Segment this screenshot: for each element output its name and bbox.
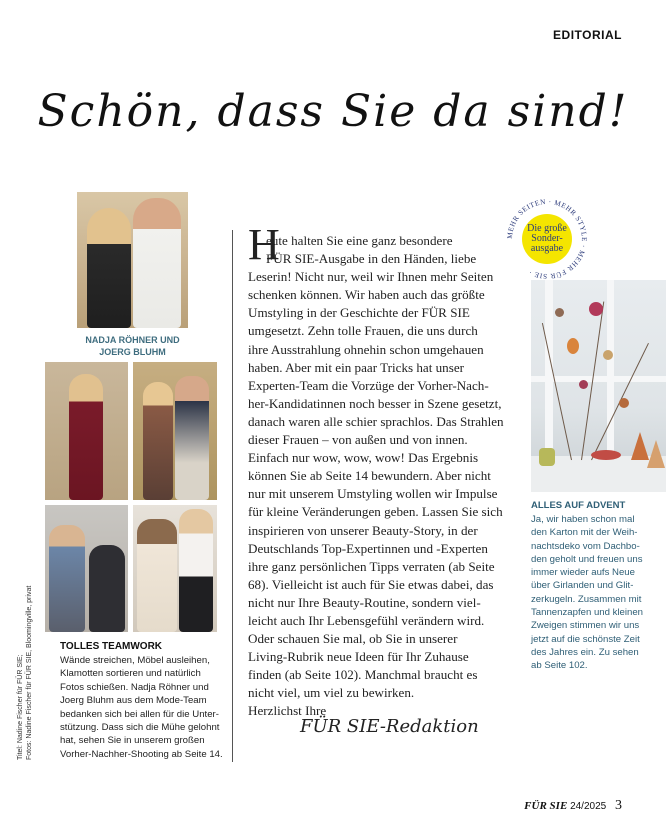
credit-line: Titel: Nadine Fischer für FÜR SIE; bbox=[17, 654, 24, 760]
photo-caption-line: NADJA RÖHNER UND bbox=[85, 335, 180, 345]
body-line: eute halten Sie eine ganz besondere bbox=[266, 233, 453, 248]
body-line: Umstyling in der Geschichte der FÜR SIE bbox=[248, 305, 470, 321]
teamwork-text bbox=[60, 654, 230, 761]
person-figure bbox=[179, 509, 213, 632]
body-line: umgesetzt. Zehn tolle Frauen, die uns durch bbox=[248, 323, 478, 339]
photo-team-3 bbox=[45, 505, 128, 632]
wooden-tree bbox=[647, 440, 665, 468]
body-line: nicht nur Ihre Beauty-Routine, sondern viel- bbox=[248, 594, 481, 610]
page-number: 3 bbox=[615, 798, 622, 813]
page-headline: Schön, dass Sie da sind! bbox=[37, 86, 629, 137]
teamwork-line: Wände streichen, Möbel ausleihen, bbox=[60, 655, 210, 666]
footer-brand: FÜR SIE bbox=[524, 800, 568, 812]
advent-line: jetzt auf die schönste Zeit bbox=[531, 633, 640, 645]
advent-line: nachtsdeko vom Dachbo- bbox=[531, 540, 640, 552]
person-figure bbox=[69, 374, 103, 500]
body-line: nur mit unserem Umstyling wollen wir Impulse bbox=[248, 486, 498, 502]
body-line: Leserin! Nicht nur, weil wir Ihnen mehr Seiten bbox=[248, 269, 494, 285]
advent-line: ab Seite 102. bbox=[531, 660, 588, 672]
body-line: dieser Frauen – von außen und von innen. bbox=[248, 432, 468, 448]
ornament bbox=[603, 350, 613, 360]
advent-line: Zweigen stimmen wir uns bbox=[531, 620, 640, 632]
teamwork-line: bedanken sich bei allen für die Unter- bbox=[60, 708, 219, 720]
body-line: für kleine Veränderungen geben. Lassen Sie sich bbox=[248, 504, 503, 520]
teamwork-title: TOLLES TEAMWORK bbox=[60, 641, 163, 652]
body-line: inspirieren von unserer Beauty-Story, in der bbox=[248, 522, 478, 538]
body-line: Einfach nur wow, wow, wow! Das Ergebnis bbox=[248, 450, 479, 466]
candle-glass bbox=[539, 448, 555, 466]
footer-issue: 24/2025 bbox=[570, 801, 607, 812]
advent-line: zerkugeln. Zusammen mit bbox=[531, 593, 642, 605]
badge-line: ausgabe bbox=[530, 243, 564, 254]
advent-title: ALLES AUF ADVENT bbox=[531, 500, 626, 511]
window-frame bbox=[607, 280, 614, 460]
body-line: Living-Rubrik neue Ideen für Ihr Zuhause bbox=[248, 649, 469, 665]
teamwork-line: hat, sehen Sie in unserem großen bbox=[60, 735, 205, 747]
advent-line: den geholt und freuen uns bbox=[531, 553, 643, 565]
photo-team-4 bbox=[133, 505, 217, 632]
teamwork-line: Vorher-Nachher-Shooting ab Seite 14. bbox=[60, 748, 223, 760]
body-line: FÜR SIE-Ausgabe in den Händen, liebe bbox=[266, 251, 477, 267]
photo-advent-decor bbox=[531, 280, 666, 492]
body-line: Oder schauen Sie mal, ob Sie in unserer bbox=[248, 631, 458, 647]
person-figure bbox=[143, 382, 173, 500]
body-line: Experten-Team die Vorzüge der Vorher-Nach- bbox=[248, 377, 489, 393]
advent-line: den Karton mit der Weih- bbox=[531, 527, 638, 539]
ornament bbox=[555, 308, 564, 317]
person-figure bbox=[89, 545, 125, 632]
ornament bbox=[579, 380, 588, 389]
badge-ring-text: MEHR SEITEN · MEHR STYLE · MEHR FÜR SIE · bbox=[505, 197, 589, 281]
ornament bbox=[589, 302, 603, 316]
drop-cap: H bbox=[248, 220, 280, 269]
teamwork-line: stützung. Dass sich die Mühe gelohnt bbox=[60, 722, 220, 734]
ornament bbox=[567, 338, 579, 354]
body-line: her-Kandidatinnen noch besser in Szene gesetzt, bbox=[248, 395, 502, 411]
body-line: danach waren alle schier sprachlos. Das Strahlen bbox=[248, 413, 504, 429]
person-figure bbox=[137, 519, 177, 632]
body-line: Deutschlands Top-Expertinnen und -Experten bbox=[248, 540, 488, 556]
teamwork-line: Klamotten sortieren und natürlich bbox=[60, 668, 201, 680]
photo-editors bbox=[77, 192, 188, 328]
person-figure bbox=[49, 525, 85, 632]
advent-line: Ja, wir haben schon mal bbox=[531, 514, 635, 525]
body-line: schenken können. Wir haben auch das größte bbox=[248, 287, 485, 303]
special-edition-badge bbox=[504, 196, 590, 282]
photo-credits bbox=[16, 586, 34, 760]
body-line: können Sie ab Seite 14 bewundern. Aber nicht bbox=[248, 468, 491, 484]
column-divider bbox=[232, 230, 233, 762]
body-line: leicht auch Ihr Lebensgefühl verändern wird. bbox=[248, 612, 485, 628]
photo-team-2 bbox=[133, 362, 217, 500]
credit-line: Fotos: Nadine Fischer für FÜR SIE, Bloomingville, privat bbox=[26, 585, 33, 760]
photo-caption bbox=[77, 334, 188, 358]
person-figure bbox=[133, 198, 181, 328]
body-line: finden (ab Seite 102). Manchmal braucht es bbox=[248, 667, 478, 683]
person-figure bbox=[175, 376, 209, 500]
ornament-bowl bbox=[591, 450, 621, 460]
ornament bbox=[619, 398, 629, 408]
teamwork-line: Fotos schießen. Nadja Röhner und bbox=[60, 681, 209, 693]
window-frame bbox=[531, 376, 666, 382]
section-label: EDITORIAL bbox=[553, 28, 622, 42]
body-line: nicht viel, um viel zu bewirken. bbox=[248, 685, 415, 701]
badge-line: Sonder- bbox=[531, 233, 563, 244]
photo-team-1 bbox=[45, 362, 128, 500]
page-footer bbox=[524, 798, 622, 814]
body-line: ihre Ausstrahlung ohnehin schon umgehauen bbox=[248, 341, 484, 357]
badge-core bbox=[522, 214, 572, 264]
editorial-body bbox=[248, 232, 518, 721]
body-line: 68). Vielleicht ist auch für Sie etwas dabei, das bbox=[248, 576, 494, 592]
body-line: ihre ganz persönlichen Tipps verraten (ab Seite bbox=[248, 558, 495, 574]
teamwork-line: Joerg Bluhm aus dem Mode-Team bbox=[60, 695, 207, 707]
advent-line: über Girlanden und Glit- bbox=[531, 580, 634, 592]
photo-caption-line: JOERG BLUHM bbox=[99, 347, 166, 357]
advent-line: Tannenzapfen und kleinen bbox=[531, 607, 644, 619]
body-line: haben. Aber mit ein paar Tricks hat unser bbox=[248, 359, 465, 375]
advent-text bbox=[531, 513, 661, 673]
signature: FÜR SIE-Redaktion bbox=[300, 716, 479, 737]
body-line: Herzlichst Ihre bbox=[248, 703, 327, 719]
person-figure bbox=[87, 208, 131, 328]
badge-line: Die große bbox=[527, 223, 567, 234]
advent-line: des Jahres ein. Zu sehen bbox=[531, 646, 639, 658]
advent-line: immer wieder aufs Neue bbox=[531, 567, 635, 579]
